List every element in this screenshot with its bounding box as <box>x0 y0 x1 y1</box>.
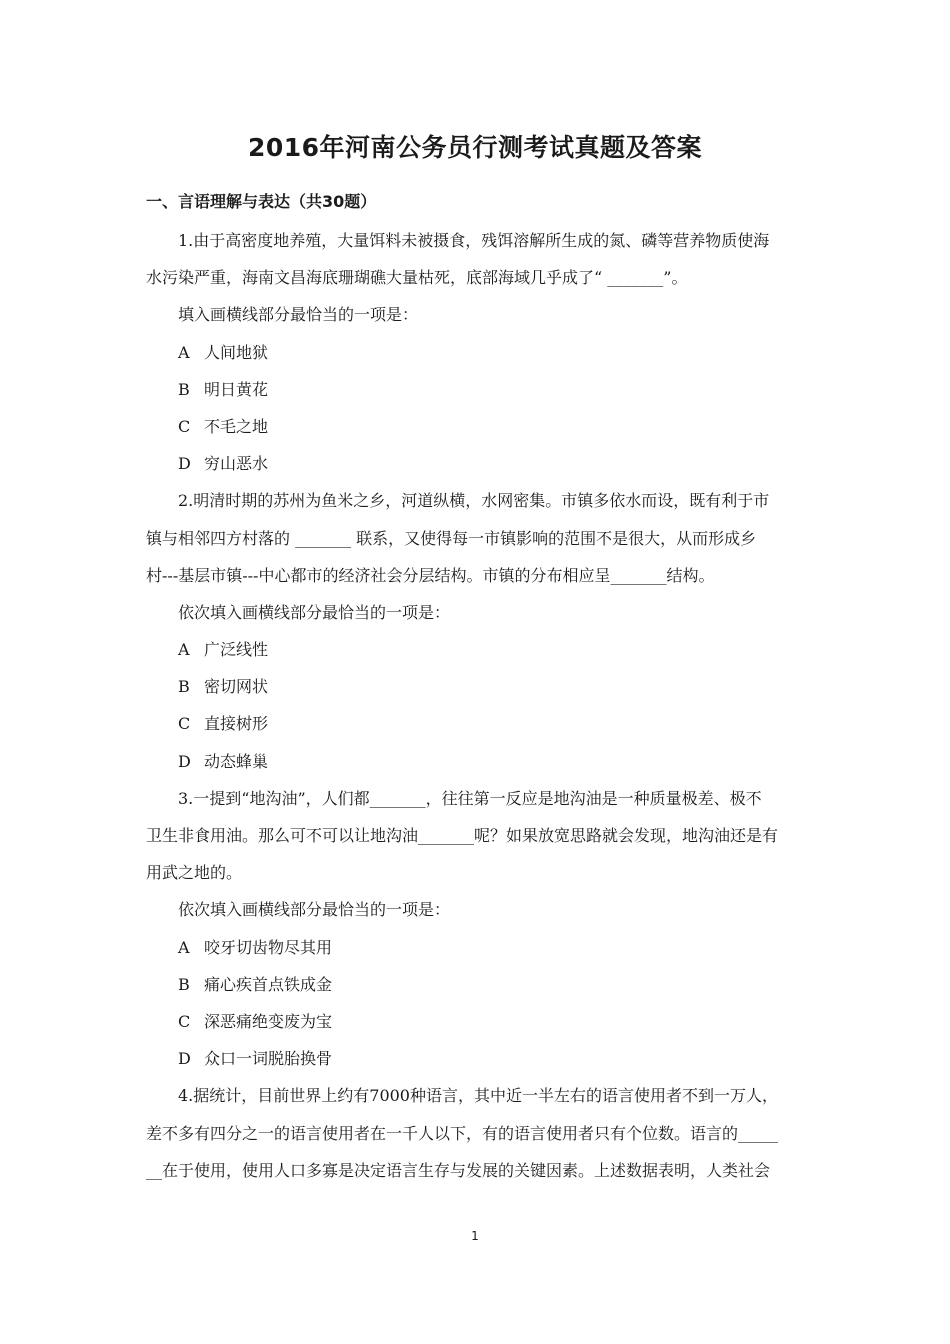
answer-option-d <box>146 743 806 780</box>
answer-option-d <box>146 1040 806 1077</box>
option-text: 穷山恶水 <box>204 454 269 474</box>
answer-option-b <box>146 371 806 408</box>
question-text-line: __在于使用，使用人口多寡是决定语言生存与发展的关键因素。上述数据表明，人类社会 <box>146 1160 771 1180</box>
answer-option-a <box>146 929 806 966</box>
option-text: 痛心疾首点铁成金 <box>204 974 333 994</box>
question-text-line: 3.一提到“地沟油”，人们都_______，往往第一反应是地沟油是一种质量极差、极不 <box>178 788 762 808</box>
option-letter: C <box>178 1011 191 1031</box>
option-text: 密切网状 <box>204 677 269 697</box>
section-heading: 一、言语理解与表达（共30题） <box>146 192 377 211</box>
document-title: 2016年河南公务员行测考试真题及答案 <box>247 133 703 162</box>
question-text-line: 用武之地的。 <box>146 863 243 883</box>
option-letter: A <box>178 937 190 957</box>
option-letter: B <box>178 379 190 399</box>
answer-option-c <box>146 1003 806 1040</box>
question-3 <box>146 780 806 1078</box>
document-body <box>146 222 806 1189</box>
question-text-line: 村---基层市镇---中心都市的经济社会分层结构。市镇的分布相应呈_______结构。 <box>146 565 715 585</box>
option-letter: D <box>178 751 191 771</box>
option-text: 动态蜂巢 <box>204 751 269 771</box>
option-text: 众口一词脱胎换骨 <box>204 1049 333 1069</box>
answer-option-a <box>146 631 806 668</box>
answer-option-b <box>146 668 806 705</box>
question-1 <box>146 222 806 482</box>
option-text: 深恶痛绝变废为宝 <box>204 1011 333 1031</box>
answer-option-d <box>146 445 806 482</box>
question-text-line: 2.明清时期的苏州为鱼米之乡，河道纵横，水网密集。市镇多依水而设，既有利于市 <box>178 491 770 511</box>
question-text-line: 4.据统计，目前世界上约有7000种语言，其中近一半左右的语言使用者不到一万人， <box>178 1086 778 1106</box>
option-text: 人间地狱 <box>204 342 269 362</box>
option-letter: D <box>178 1049 191 1069</box>
question-prompt: 依次填入画横线部分最恰当的一项是： <box>178 602 451 622</box>
option-letter: D <box>178 454 191 474</box>
option-letter: A <box>178 342 190 362</box>
question-text-line: 卫生非食用油。那么可不可以让地沟油_______呢？如果放宽思路就会发现，地沟油还是有 <box>146 826 779 845</box>
option-letter: C <box>178 416 191 436</box>
question-prompt: 依次填入画横线部分最恰当的一项是： <box>178 900 451 920</box>
option-text: 咬牙切齿物尽其用 <box>204 937 333 957</box>
question-text-line: 水污染严重，海南文昌海底珊瑚礁大量枯死，底部海域几乎成了“ _______”。 <box>146 268 688 288</box>
question-prompt: 填入画横线部分最恰当的一项是： <box>178 305 419 325</box>
question-text-line: 差不多有四分之一的语言使用者在一千人以下，有的语言使用者只有个位数。语言的_____ <box>146 1123 779 1143</box>
option-text: 直接树形 <box>204 714 269 734</box>
answer-option-c <box>146 705 806 742</box>
option-letter: B <box>178 677 190 697</box>
answer-option-c <box>146 408 806 445</box>
option-letter: A <box>178 640 190 660</box>
option-text: 明日黄花 <box>204 379 269 399</box>
answer-option-a <box>146 334 806 371</box>
option-text: 不毛之地 <box>204 416 269 436</box>
option-letter: C <box>178 714 191 734</box>
option-letter: B <box>178 974 190 994</box>
answer-option-b <box>146 966 806 1003</box>
question-2 <box>146 482 806 780</box>
question-4 <box>146 1077 806 1189</box>
question-text-line: 1.由于高密度地养殖，大量饵料未被摄食，残饵溶解所生成的氮、磷等营养物质使海 <box>178 231 770 250</box>
question-text-line: 镇与相邻四方村落的 _______ 联系，又使得每一市镇影响的范围不是很大，从而形成乡 <box>146 528 757 548</box>
page-number: 1 <box>471 1229 479 1243</box>
option-text: 广泛线性 <box>204 640 269 660</box>
